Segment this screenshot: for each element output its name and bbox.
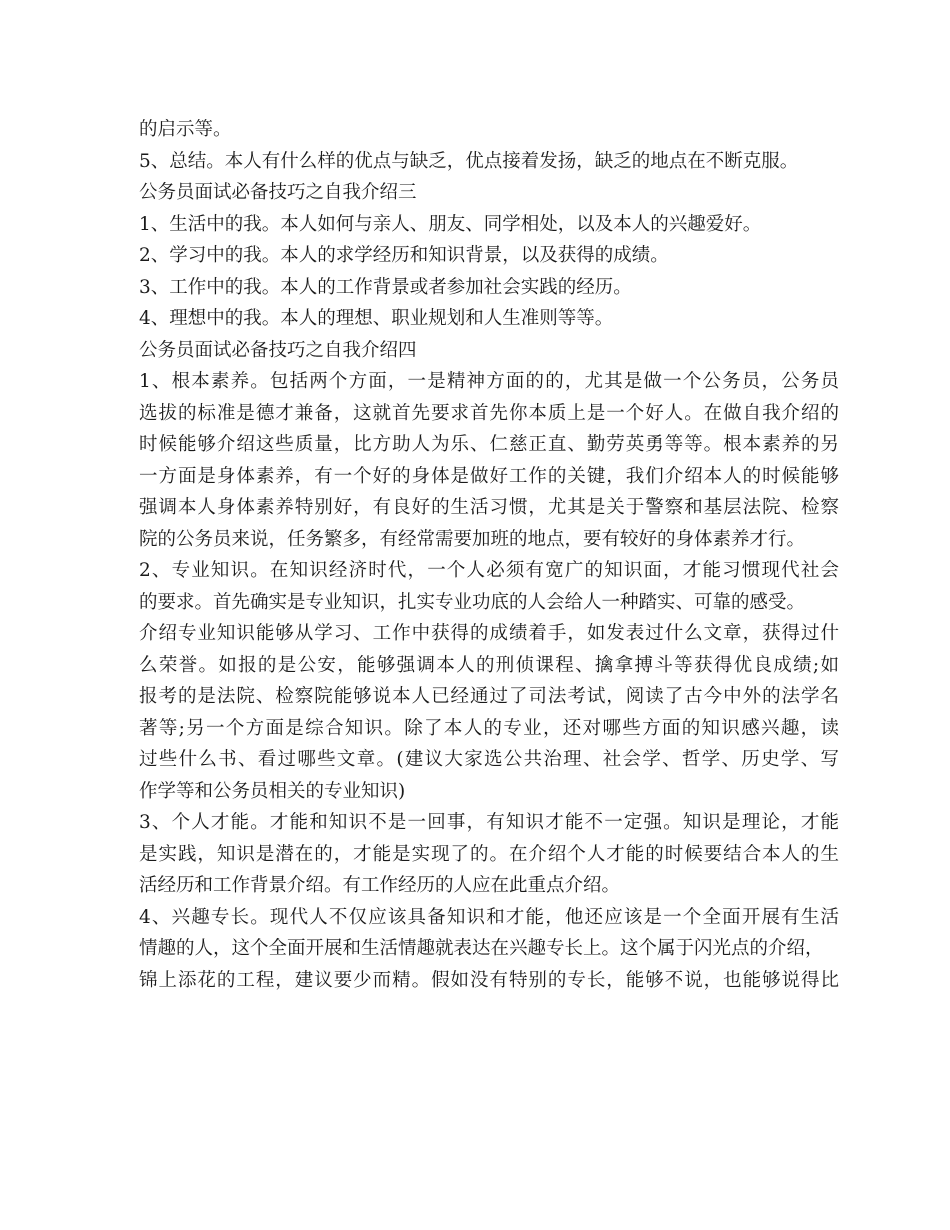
- text-line: 介绍专业知识能够从学习、工作中获得的成绩着手，如发表过什么文章，获得过什: [139, 623, 839, 644]
- text-line: 2、专业知识。在知识经济时代，一个人必须有宽广的知识面，才能习惯现代社会: [139, 560, 839, 581]
- text-line: 活经历和工作背景介绍。有工作经历的人应在此重点介绍。: [139, 875, 621, 896]
- text-line: 的启示等。: [139, 119, 232, 140]
- text-line: 3、个人才能。才能和知识不是一回事，有知识才能不一定强。知识是理论，才能: [139, 812, 839, 833]
- text-line: 4、理想中的我。本人的理想、职业规划和人生准则等等。: [139, 308, 614, 329]
- text-line: 5、总结。本人有什么样的优点与缺乏，优点接着发扬，缺乏的地点在不断克服。: [139, 150, 799, 172]
- document-body: [139, 114, 839, 996]
- section-heading: 公务员面试必备技巧之自我介绍四: [139, 339, 417, 361]
- text-line: 著等;另一个方面是综合知识。除了本人的专业，还对哪些方面的知识感兴趣，读: [139, 717, 839, 739]
- text-line: 是实践，知识是潜在的，才能是实现了的。在介绍个人才能的时候要结合本人的生: [139, 843, 839, 865]
- text-line: 报考的是法院、检察院能够说本人已经通过了司法考试，阅读了古今中外的法学名: [139, 686, 839, 707]
- text-line: 选拔的标准是德才兼备，这就首先要求首先你本质上是一个好人。在做自我介绍的: [139, 402, 839, 424]
- text-line: 作学等和公务员相关的专业知识): [139, 780, 406, 802]
- text-line: 1、根本素养。包括两个方面，一是精神方面的的，尤其是做一个公务员，公务员: [139, 371, 839, 392]
- text-line: 强调本人身体素养特别好，有良好的生活习惯，尤其是关于警察和基层法院、检察: [139, 497, 839, 518]
- text-line: 过些什么书、看过哪些文章。(建议大家选公共治理、社会学、哲学、历史学、写: [139, 749, 839, 770]
- text-line: 1、生活中的我。本人如何与亲人、朋友、同学相处，以及本人的兴趣爱好。: [139, 213, 762, 235]
- text-line: 的要求。首先确实是专业知识，扎实专业功底的人会给人一种踏实、可靠的感受。: [139, 591, 806, 613]
- text-line: 2、学习中的我。本人的求学经历和知识背景，以及获得的成绩。: [139, 245, 669, 266]
- text-line: 一方面是身体素养，有一个好的身体是做好工作的关键，我们介绍本人的时候能够: [139, 465, 839, 487]
- text-line: 3、工作中的我。本人的工作背景或者参加社会实践的经历。: [139, 276, 632, 298]
- section-heading: 公务员面试必备技巧之自我介绍三: [139, 182, 417, 203]
- text-line: 么荣誉。如报的是公安，能够强调本人的刑侦课程、擒拿搏斗等获得优良成绩;如: [139, 654, 839, 676]
- text-line: 时候能够介绍这些质量，比方助人为乐、仁慈正直、勤劳英勇等等。根本素养的另: [139, 434, 839, 455]
- text-line: 4、兴趣专长。现代人不仅应该具备知识和才能，他还应该是一个全面开展有生活: [139, 906, 839, 928]
- text-line: 院的公务员来说，任务繁多，有经常需要加班的地点，要有较好的身体素养才行。: [139, 528, 806, 550]
- text-line: 锦上添花的工程，建议要少而精。假如没有特别的专长，能够不说，也能够说得比: [139, 969, 839, 991]
- text-line: 情趣的人，这个全面开展和生活情趣就表达在兴趣专长上。这个属于闪光点的介绍，: [139, 938, 824, 959]
